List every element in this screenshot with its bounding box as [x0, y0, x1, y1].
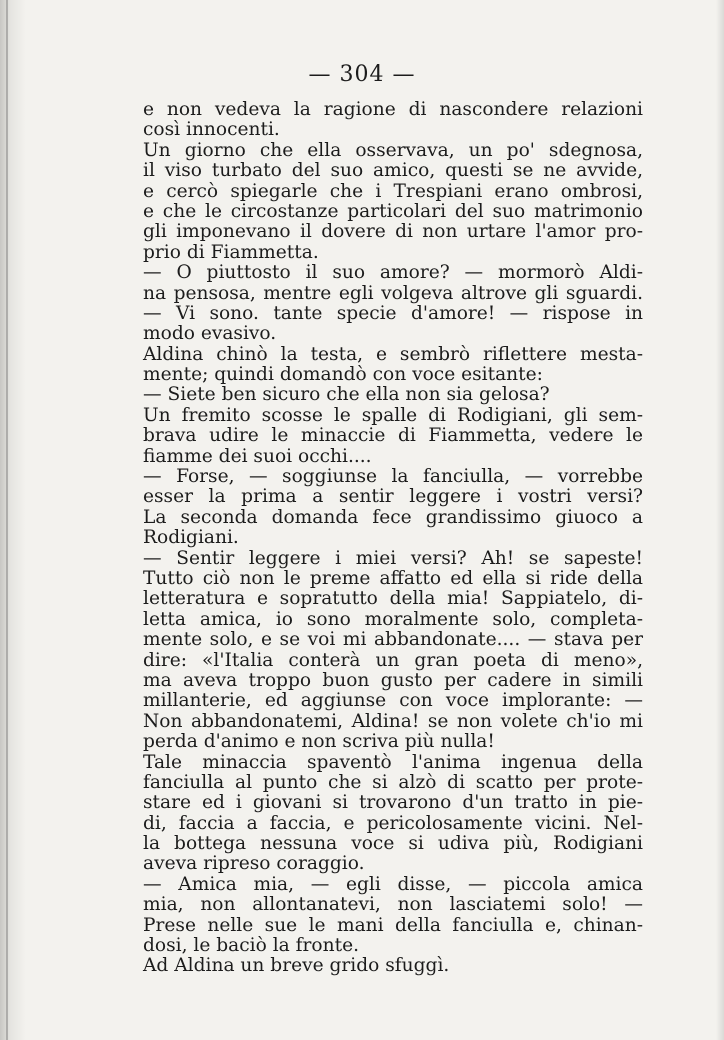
text-line: na pensosa, mentre egli volgeva altrove gli sguardi.: [143, 282, 643, 304]
text-line: letteratura e sopratutto della mia! Sappiatelo, di-: [143, 588, 643, 610]
text-line: e cercò spiegarle che i Trespiani erano ombrosi,: [143, 180, 643, 202]
text-line: aveva ripreso coraggio.: [143, 853, 365, 875]
text-line: fiamme dei suoi occhi....: [143, 445, 372, 467]
body-text: [143, 100, 643, 977]
text-line: brava udire le minaccie di Fiammetta, vedere le: [143, 425, 643, 447]
page-spine-shadow: [6, 0, 8, 1040]
text-line: dire: «l'Italia conterà un gran poeta di meno»,: [143, 649, 643, 671]
text-line: Non abbandonatemi, Aldina! se non volete ch'io mi: [143, 710, 643, 732]
text-line: — Siete ben sicuro che ella non sia gelosa?: [143, 384, 550, 406]
text-line: — Amica mia, — egli disse, — piccola amica: [143, 873, 643, 895]
text-line: il viso turbato del suo amico, questi se ne avvide,: [143, 160, 643, 182]
text-line: Rodigiani.: [143, 527, 239, 549]
text-line: Un giorno che ella osservava, un po' sdegnosa,: [143, 139, 643, 161]
text-line: La seconda domanda fece grandissimo giuoco a: [143, 506, 643, 528]
text-line: esser la prima a sentir leggere i vostri versi?: [143, 486, 643, 508]
text-line: prio di Fiammetta.: [143, 241, 319, 263]
text-line: di, faccia a faccia, e pericolosamente vicini. Nel-: [143, 812, 643, 834]
text-line: Ad Aldina un breve grido sfuggì.: [143, 955, 450, 977]
text-line: perda d'animo e non scriva più nulla!: [143, 731, 495, 753]
text-line: — O piuttosto il suo amore? — mormorò Aldi-: [143, 262, 643, 284]
text-line: Aldina chinò la testa, e sembrò riflettere mesta-: [143, 343, 643, 365]
text-line: modo evasivo.: [143, 323, 277, 345]
text-line: fanciulla al punto che si alzò di scatto per prote-: [143, 771, 643, 793]
text-line: Tale minaccia spaventò l'anima ingenua della: [143, 751, 643, 773]
text-line: mente solo, e se voi mi abbandonate.... — stava per: [143, 629, 643, 651]
text-line: millanterie, ed aggiunse con voce implorante: —: [143, 690, 643, 712]
page-number: — 304 —: [308, 62, 416, 87]
text-line: così innocenti.: [143, 119, 280, 141]
text-line: gli imponevano il dovere di non urtare l'amor pro-: [143, 221, 643, 243]
text-line: letta amica, io sono moralmente solo, completa-: [143, 608, 643, 630]
text-line: Tutto ciò non le preme affatto ed ella si ride della: [143, 567, 643, 589]
text-line: e che le circostanze particolari del suo matrimonio: [143, 200, 643, 222]
text-line: mia, non allontanatevi, non lasciatemi solo! —: [143, 894, 643, 916]
text-line: stare ed i giovani si trovarono d'un tratto in pie-: [143, 792, 643, 814]
text-line: mente; quindi domandò con voce esitante:: [143, 364, 543, 386]
text-line: la bottega nessuna voce si udiva più, Rodigiani: [143, 833, 643, 855]
text-line: Prese nelle sue le mani della fanciulla e, chinan-: [143, 914, 643, 936]
text-line: — Forse, — soggiunse la fanciulla, — vorrebbe: [143, 466, 643, 488]
text-line: Un fremito scosse le spalle di Rodigiani, gli sem-: [143, 404, 643, 426]
text-line: e non vedeva la ragione di nascondere relazioni: [143, 99, 643, 120]
text-line: — Vi sono. tante specie d'amore! — rispose in: [143, 302, 643, 324]
text-line: ma aveva troppo buon gusto per cadere in simili: [143, 669, 643, 691]
text-line: dosi, le baciò la fronte.: [143, 935, 359, 957]
text-line: — Sentir leggere i miei versi? Ah! se sapeste!: [143, 547, 643, 569]
